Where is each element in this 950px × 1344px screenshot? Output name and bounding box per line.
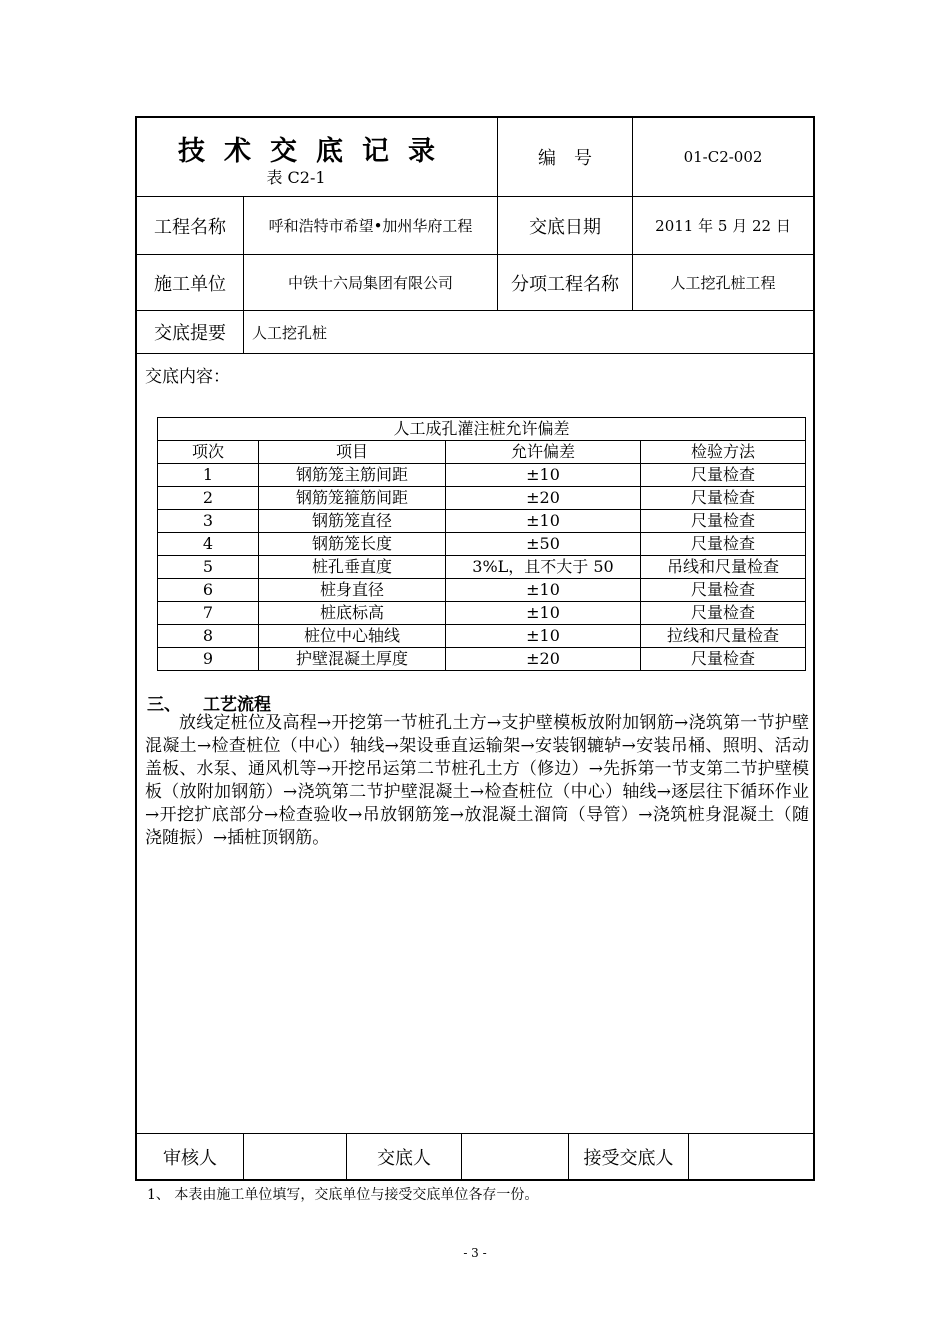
table-row: [158, 533, 806, 556]
unit-label: 施工单位: [154, 273, 226, 295]
table-cell: 4: [158, 533, 259, 556]
table-cell: ±10: [446, 464, 641, 487]
tolerance-table: [157, 417, 806, 671]
project-value: 呼和浩特市希望•加州华府工程: [268, 217, 473, 235]
table-row: [158, 487, 806, 510]
table-cell: 钢筋笼箍筋间距: [259, 487, 446, 510]
row-divider: [135, 353, 815, 354]
date-value: 2011 年 5 月 22 日: [655, 217, 791, 235]
table-header-cell: 项目: [259, 441, 446, 464]
table-cell: 钢筋笼直径: [259, 510, 446, 533]
table-cell: 桩底标高: [259, 602, 446, 625]
table-cell: 9: [158, 648, 259, 671]
project-label: 工程名称: [154, 216, 226, 238]
table-cell: 尺量检查: [641, 464, 806, 487]
table-cell: 6: [158, 579, 259, 602]
receiver-signature[interactable]: [689, 1134, 813, 1180]
table-cell: ±20: [446, 648, 641, 671]
table-cell: 2: [158, 487, 259, 510]
process-text: 放线定桩位及高程→开挖第一节桩孔土方→支护壁模板放附加钢筋→浇筑第一节护壁混凝土→检查桩位（中心）轴线→架设垂直运输架→安装钢辘轳→安装吊桶、照明、活动盖板、水泵、通风机等→开挖吊运第二节桩孔土方（修边）→先拆第一节支第二节护壁模板（放附加钢筋）→浇筑第二节护壁混凝土→检查桩位（中心）轴线→逐层往下循环作业→开挖扩底部分→检查验收→吊放钢筋笼→放混凝土溜筒（导管）→浇筑桩身混凝土（随浇随振）→插桩顶钢筋。: [145, 713, 809, 848]
table-cell: 尺量检查: [641, 648, 806, 671]
discloser-label: 交底人: [377, 1148, 431, 1169]
table-cell: 护壁混凝土厚度: [259, 648, 446, 671]
table-cell: 5: [158, 556, 259, 579]
date-label: 交底日期: [529, 216, 601, 238]
table-row: [158, 464, 806, 487]
table-cell: 3%L，且不大于 50: [446, 556, 641, 579]
summary-label: 交底提要: [154, 323, 226, 344]
table-cell: 7: [158, 602, 259, 625]
table-cell: 尺量检查: [641, 579, 806, 602]
reviewer-signature[interactable]: [244, 1134, 346, 1180]
table-cell: 3: [158, 510, 259, 533]
table-cell: 桩孔垂直度: [259, 556, 446, 579]
table-cell: 8: [158, 625, 259, 648]
summary-value: 人工挖孔桩: [252, 323, 328, 342]
section-heading: 工艺流程: [203, 695, 271, 715]
table-cell: ±50: [446, 533, 641, 556]
content-label: 交底内容：: [145, 367, 230, 387]
receiver-label: 接受交底人: [583, 1148, 674, 1169]
table-row: [158, 602, 806, 625]
table-cell: 桩位中心轴线: [259, 625, 446, 648]
code-value: 01-C2-002: [683, 148, 763, 166]
table-cell: 钢筋笼主筋间距: [259, 464, 446, 487]
table-row: [158, 510, 806, 533]
page-number: - 3 -: [463, 1246, 487, 1260]
table-cell: ±10: [446, 579, 641, 602]
subproject-value: 人工挖孔桩工程: [670, 274, 776, 292]
subproject-label: 分项工程名称: [511, 273, 619, 295]
table-row: [158, 579, 806, 602]
form-title: 技术交底记录: [178, 135, 454, 167]
table-cell: 拉线和尺量检查: [641, 625, 806, 648]
table-caption: 人工成孔灌注桩允许偏差: [158, 418, 806, 441]
code-label: 编 号: [538, 148, 592, 169]
table-cell: ±10: [446, 602, 641, 625]
table-cell: ±10: [446, 510, 641, 533]
table-cell: 桩身直径: [259, 579, 446, 602]
table-cell: 尺量检查: [641, 533, 806, 556]
table-cell: 尺量检查: [641, 510, 806, 533]
section-number: 三、: [147, 695, 181, 715]
table-cell: 1: [158, 464, 259, 487]
table-header-cell: 允许偏差: [446, 441, 641, 464]
discloser-signature[interactable]: [462, 1134, 568, 1180]
table-cell: ±20: [446, 487, 641, 510]
table-cell: 尺量检查: [641, 602, 806, 625]
form-number: 表 C2-1: [266, 167, 326, 187]
table-header-cell: 项次: [158, 441, 259, 464]
footnote: 1、 本表由施工单位填写，交底单位与接受交底单位各存一份。: [147, 1187, 539, 1203]
table-row: [158, 648, 806, 671]
table-row: [158, 625, 806, 648]
table-cell: ±10: [446, 625, 641, 648]
table-header-cell: 检验方法: [641, 441, 806, 464]
table-row: [158, 556, 806, 579]
table-header-row: [158, 441, 806, 464]
table-cell: 钢筋笼长度: [259, 533, 446, 556]
unit-value: 中铁十六局集团有限公司: [287, 274, 453, 292]
table-cell: 吊线和尺量检查: [641, 556, 806, 579]
reviewer-label: 审核人: [163, 1148, 217, 1169]
table-cell: 尺量检查: [641, 487, 806, 510]
